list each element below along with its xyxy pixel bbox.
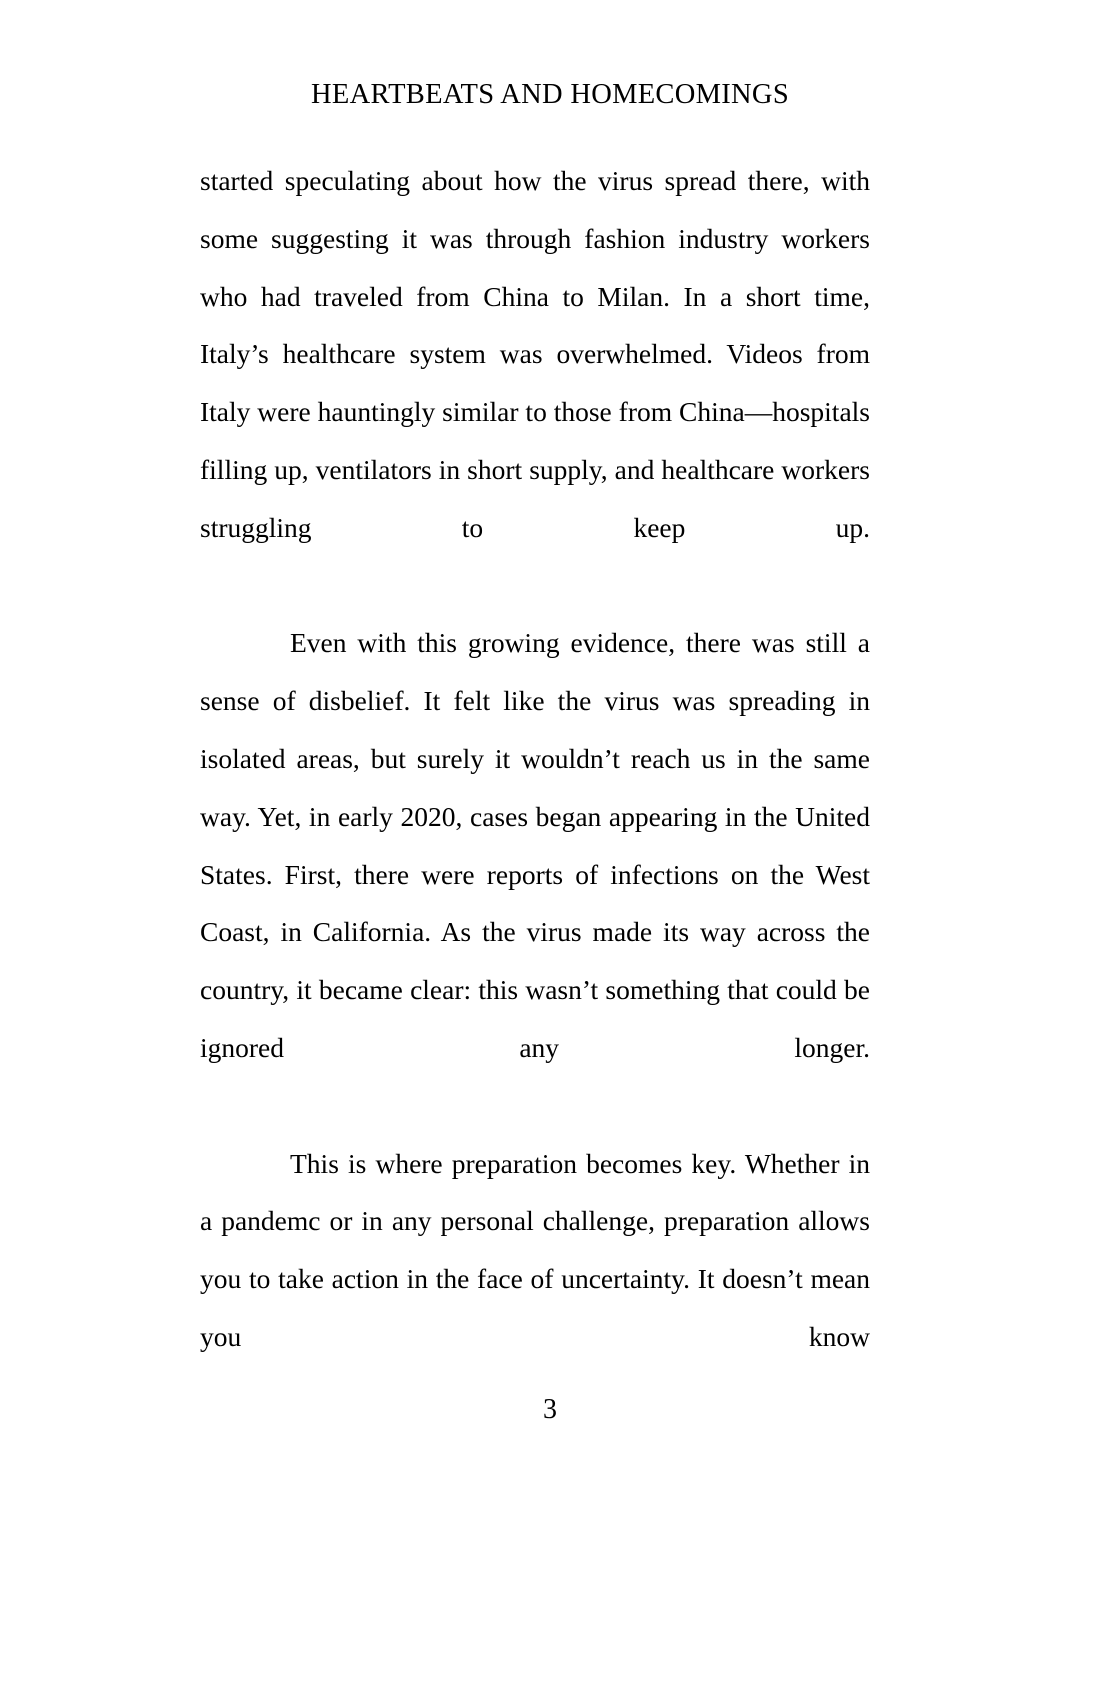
running-header: HEARTBEATS AND HOMECOMINGS — [311, 79, 789, 110]
page-number: 3 — [543, 1394, 557, 1425]
body-text-block — [200, 152, 870, 1424]
paragraph: Even with this growing evidence, there was still a sense of disbelief. It felt like the virus was spreading in isolated areas, but surely it wouldn’t reach us in the same way. Yet, in early 2020, cases began appearing in the United States. First, there were reports of infections on the West Coast, in California. As the virus made its way across the country, it became clear: this wasn’t something that could be ignored any longer. — [200, 627, 870, 1063]
paragraph: This is where preparation becomes key. Whether in a pandemc or in any personal challenge, preparation allows you to take action in the face of uncertainty. It doesn’t mean you know — [200, 1147, 870, 1352]
paragraph: started speculating about how the virus spread there, with some suggesting it was through fashion industry workers who had traveled from China to Milan. In a short time, Italy’s healthcare system was overwhelmed. Videos from Italy were hauntingly similar to those from China—hospitals filling up, ventilators in short supply, and healthcare workers struggling to keep up. — [200, 165, 870, 543]
